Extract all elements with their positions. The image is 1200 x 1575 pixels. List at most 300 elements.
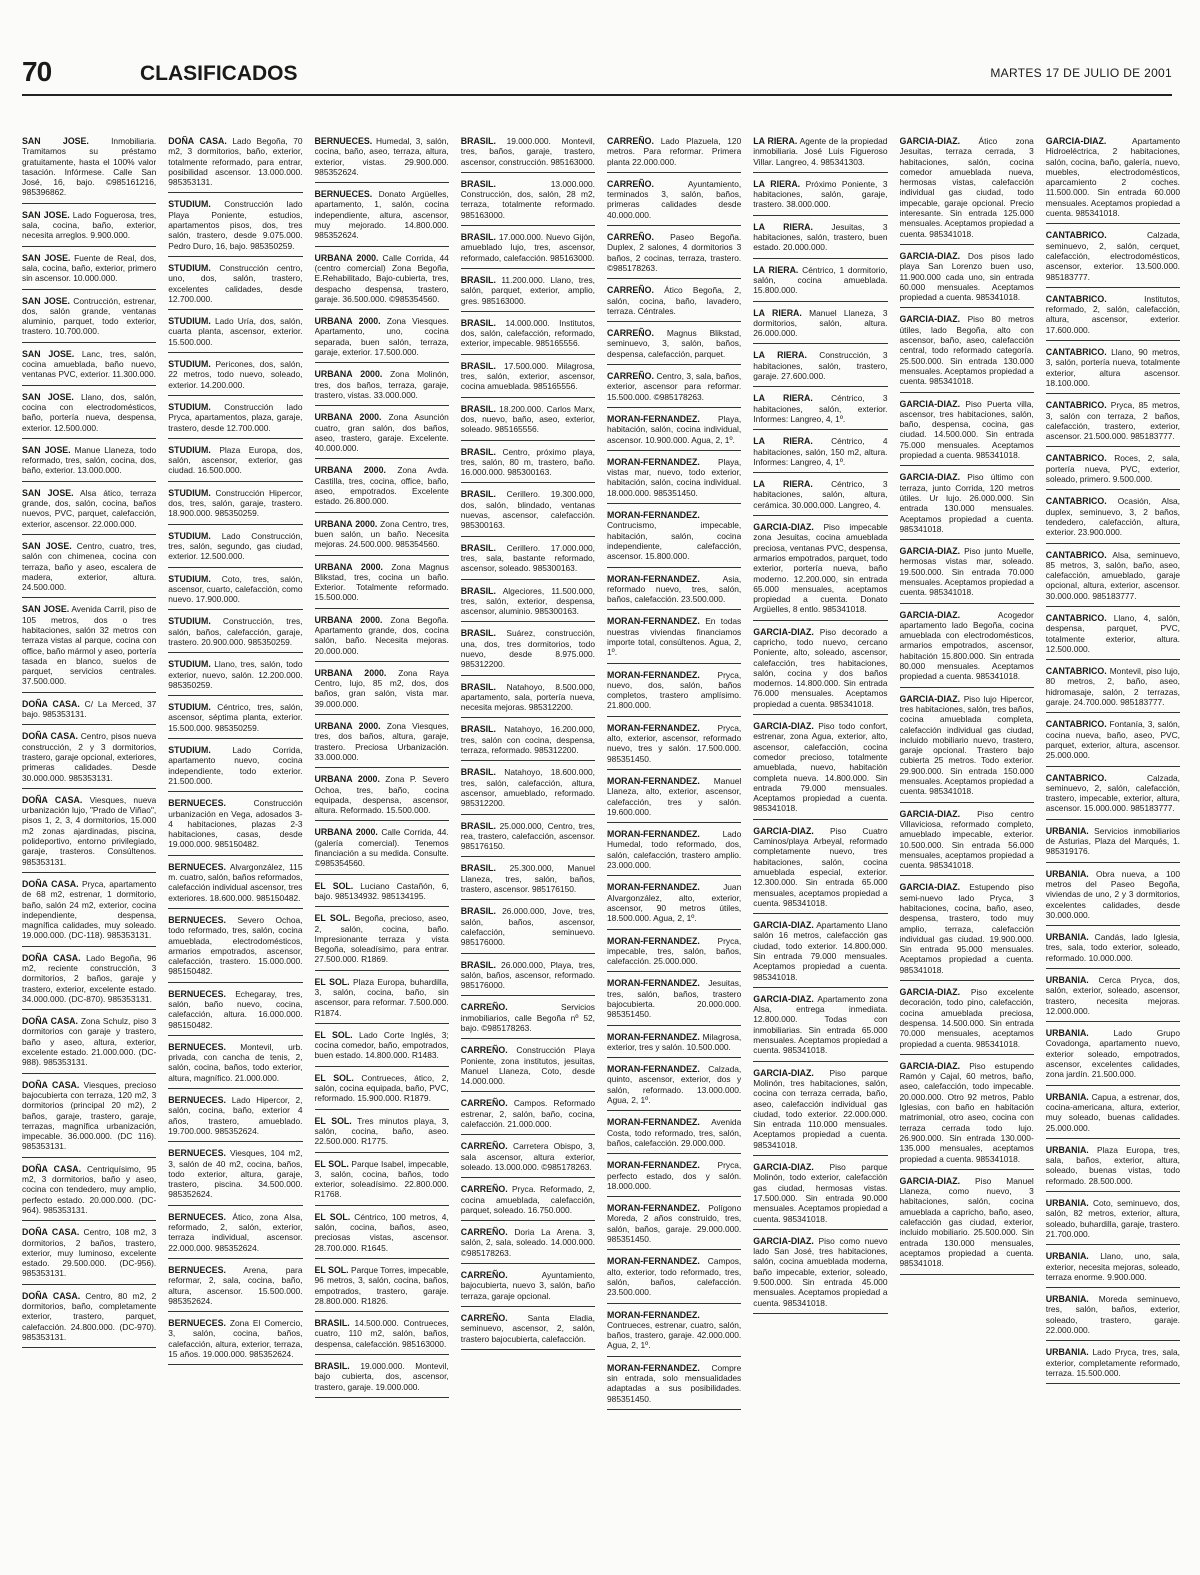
classified-ad [1046, 294, 1180, 341]
ad-column [1046, 136, 1180, 1566]
advertiser-name: BERNUECES. [168, 798, 226, 809]
advertiser-name: GARCIA-DIAZ. [899, 1060, 961, 1071]
advertiser-name: BERNUECES. [314, 189, 373, 200]
ad-text: Manuel Llaneza, alto, exterior, ascensor, calefacción, tres y salón. 19.600.000. [607, 775, 742, 817]
ad-text: Alsa, seminuevo, 85 metros, 3, salón, baño, aseo, calefacción, amueblado, garaje opcional, altura, exterior, ascensor. 30.000.000. 985183777. [1045, 549, 1180, 601]
classified-ad [461, 586, 595, 623]
ad-text: Calle Corrida, 44 (centro comercial) Zona Begoña, E.Rehabilitado, Bajo-cubierta, tres, despacho despensa, trastero, garaje. 36.500.000. ©985354560. [314, 252, 449, 304]
classified-ad [607, 723, 741, 770]
classified-ad [168, 1212, 302, 1259]
classified-ad [461, 232, 595, 269]
advertiser-name: GARCIA-DIAZ. [899, 1175, 961, 1186]
ad-text: 26.000.000, Playa, tres, salón, baños, ascensor, reformado. 985176000. [460, 959, 595, 991]
classified-ad [900, 694, 1034, 803]
ad-text: Piso 80 metros útiles, lado Begoña, alto con ascensor, baño, aseo, calefacción central, todo reformado categoría. 25.500.000. Sin entrada 130.000 mensuales. Aceptamos propiedad a cuenta. 985341018. [899, 314, 1034, 387]
advertiser-name: SAN JOSE. [22, 391, 74, 402]
classified-ad [1046, 932, 1180, 969]
ad-text: Calzada, seminuevo, 2, salón, calefacción, trastero, impecable, exterior, altura, ascensor. 15.000.000. 985183777. [1045, 772, 1180, 814]
classified-ad [607, 574, 741, 611]
ad-text: Zona Molinón, tres, dos baños, terraza, garaje, trastero, vistas. 33.000.000. [314, 369, 449, 400]
advertiser-name: EL SOL. [314, 1029, 353, 1040]
ad-text: Plaza Europa, dos, salón, ascensor, exterior, gas ciudad. 16.500.000. [168, 444, 303, 476]
classified-ad [900, 809, 1034, 877]
advertiser-name: URBANIA. [1045, 1251, 1089, 1262]
ad-text: Zona Raya Centro, lujo, 85 m2, dos, dos baños, gran salón, vista mar. 39.000.000. [314, 667, 449, 709]
classified-ad [1046, 230, 1180, 287]
ad-text: Humedal, 3, salón, cocina, baño, aseo, terraza, altura, exterior, vistas. 29.900.000. 985352624. [314, 136, 449, 177]
classified-ad [461, 404, 595, 441]
classified-ad [1046, 550, 1180, 607]
classified-ad [315, 881, 449, 908]
advertiser-name: MORAN-FERNANDEZ. [607, 616, 700, 627]
classified-ad [315, 1212, 449, 1259]
ad-text: Agente de la propiedad inmobiliaria. José Luis Figueroso Villar. Langreo, 4. 985341303. [753, 136, 888, 167]
classified-ad [1046, 400, 1180, 447]
classified-ad [900, 987, 1034, 1055]
ad-text: Donato Argüelles, apartamento, 1, salón, cocina independiente, altura, ascensor, muy mejorado. 14.800.000. 985352624. [314, 189, 449, 241]
advertiser-name: URBANA 2000. [314, 721, 381, 732]
ad-text: Ático zona Jesuitas, terraza cerrada, 3 habitaciones, salón, cocina comedor amueblada nueva, hermosas vistas, calefacción individual gas ciudad, todo impecable, garaje opcional. Precio interesante. Sin entrada 125.000 mensuales. Aceptamos propiedad a cuenta. 985341018. [899, 136, 1034, 239]
advertiser-name: LA RIERA. [753, 350, 807, 361]
classified-ad [1046, 869, 1180, 926]
advertiser-name: DOÑA CASA. [22, 1079, 80, 1090]
classified-ad [900, 399, 1034, 467]
classified-ad [607, 457, 741, 504]
ad-text: 14.500.000. Contrueces, cuatro, 110 m2, salón, baños, despensa, calefacción. 985163000. [314, 1318, 449, 1349]
ad-text: Montevil, urb. privada, con cancha de tenis, 2, salón, cocina, baños, todo exterior, altura, magnífico. 21.000.000. [168, 1041, 303, 1083]
advertiser-name: EL SOL. [314, 913, 351, 924]
advertiser-name: BERNUECES. [168, 1041, 226, 1052]
advertiser-name: URBANIA. [1045, 868, 1089, 879]
advertiser-name: URBANIA. [1045, 932, 1089, 943]
advertiser-name: SAN JOSE. [22, 252, 71, 263]
ad-text: Campos. Reformado estrenar, 2, salón, baño, cocina, calefacción. 21.000.000. [460, 1098, 595, 1130]
ad-text: Piso todo confort, estrenar, zona Agua, exterior, alto, ascensor, calefacción, cocina comedor precioso, totalmente amueblada, nuevo, habitación completa nueva. 14.800.000. Sin entrada 79.000 mensuales. Aceptamos propiedad a cuenta. 985341018. [753, 721, 888, 814]
classified-ad [753, 179, 887, 216]
classified-ad [900, 1061, 1034, 1170]
section-title: CLASIFICADOS [140, 62, 298, 85]
advertiser-name: STUDIUM. [168, 359, 211, 370]
classified-ad [461, 682, 595, 719]
ad-text: Pryca, apartamento de 68 m2, estrenar, 1 dormitorio, baño, salón 24 m2, exterior, cocina independiente, despensa, magnífica calidades, muy soleado. 19.000.000. (DC-118). 985353131. [22, 878, 157, 941]
ad-text: Contrueces, estrenar, cuatro, salón, baños, trastero, garaje. 42.000.000. Agua, 2, 1º. [607, 1319, 742, 1351]
advertiser-name: STUDIUM. [168, 316, 211, 327]
ad-text: Zona Centro, tres, buen salón, un baño. Necesita mejoras. 24.500.000. 985354560. [314, 518, 449, 550]
advertiser-name: BRASIL. [460, 446, 496, 457]
advertiser-name: BRASIL. [460, 724, 496, 735]
advertiser-name: CARREÑO. [607, 178, 654, 189]
advertiser-name: STUDIUM. [168, 573, 211, 584]
advertiser-name: GARCIA-DIAZ. [753, 1067, 814, 1078]
classified-ad [168, 1265, 302, 1312]
ad-text: Polígono Moreda, 2 años construido, tres, salón, baños, garaje. 29.000.000. 985351450. [607, 1203, 742, 1245]
advertiser-name: MORAN-FERNANDEZ. [607, 935, 700, 946]
ad-text: Lado Corrida, apartamento nuevo, cocina independiente, todo exterior. 21.500.000. [168, 745, 303, 786]
advertiser-name: LA RIERA. [753, 393, 813, 404]
classified-ad [753, 479, 887, 516]
advertiser-name: BRASIL. [460, 820, 496, 831]
advertiser-name: GARCIA-DIAZ. [753, 626, 814, 637]
ad-text: Lanc, tres, salón, cocina amueblada, baño nuevo, ventanas PVC, exterior. 11.300.000. [22, 348, 157, 380]
advertiser-name: MORAN-FERNANDEZ. [607, 882, 700, 893]
ad-text: Carretera Obispo, 3, sala ascensor, altura exterior, soleado. 13.000.000. ©985178263. [460, 1141, 595, 1172]
ad-text: Llano, 90 metros, 3, salón, portería nueva, totalmente exterior, altura ascensor. 18.100.000. [1045, 347, 1180, 388]
advertiser-name: GARCIA-DIAZ. [899, 882, 961, 893]
classified-ad [461, 1313, 595, 1350]
advertiser-name: GARCIA-DIAZ. [899, 693, 961, 704]
ad-text: Centro, próximo playa, tres, salón, 80 m, trastero, baño. 16.000.000. 985300163. [460, 446, 595, 478]
classified-ad [168, 915, 302, 983]
ad-text: Piso como nuevo lado San José, tres habitaciones, salón, cocina amueblada moderna, baño impecable, exterior, soleado, 9.500.000. Sin entrada 45.000 mensuales. Aceptamos propiedad a cuenta. 985341018. [753, 1235, 888, 1308]
ad-text: 25.300.000, Manuel Llaneza, tres, salón, baños, trastero, ascensor. 985176150. [460, 863, 595, 895]
classified-ad [607, 1310, 741, 1357]
ad-text: Obra nueva, a 100 metros del Paseo Begoña, viviendas de uno, 2 y 3 dormitorios, excelentes calidades, desde 30.000.000. [1045, 868, 1180, 920]
classified-ad [461, 767, 595, 814]
advertiser-name: BRASIL. [460, 585, 496, 596]
classified-ad [22, 1080, 156, 1158]
classified-ad [607, 1363, 741, 1410]
advertiser-name: DOÑA CASA. [22, 698, 80, 709]
classified-ad [753, 721, 887, 820]
advertiser-name: BRASIL. [460, 489, 496, 500]
advertiser-name: GARCIA-DIAZ. [1045, 136, 1107, 146]
classified-ad [1046, 826, 1180, 863]
ad-text: 11.200.000. Llano, tres, salón, parquet, exterior, amplio, gres. 985163000. [460, 274, 595, 306]
ad-text: Centro, cuatro, tres, salón con chimenea, cocina con terraza, baño y aseo, escalera de madera, exterior, altura. 24.500.000. [22, 540, 157, 593]
classified-ad [461, 1184, 595, 1221]
advertiser-name: LA RIERA. [753, 136, 798, 146]
ad-text: Fuente de Real, dos, sala, cocina, baño, exterior, primero sin ascensor. 10.000.000. [22, 252, 157, 284]
classified-ad [461, 1002, 595, 1039]
classified-ad [315, 562, 449, 609]
classified-ad [753, 994, 887, 1062]
ad-text: Alsa ático, terraza grande, dos, salón, cocina, baños nuevos, PVC, parquet, calefacción, exterior, ascensor. 22.000.000. [22, 487, 157, 529]
classified-ad [1046, 496, 1180, 543]
ad-text: Lado Grupo Covadonga, apartamento nuevo, exterior soleado, empotrados, ascensor, excelentes calidades, zona jardín. 21.500.000. [1045, 1028, 1180, 1080]
classified-ad [315, 1116, 449, 1153]
ad-text: Pryca, 85 metros, 3, salón con terraza, 2 baños, calefacción, trastero, exterior, ascensor. 21.500.000. 985183777. [1045, 400, 1180, 442]
advertiser-name: STUDIUM. [168, 262, 211, 273]
advertiser-name: URBANA 2000. [314, 412, 382, 423]
advertiser-name: CANTABRICO. [1045, 612, 1107, 623]
advertiser-name: CANTABRICO. [1045, 347, 1107, 358]
classified-ad [461, 447, 595, 484]
classified-ad [315, 668, 449, 715]
ad-text: Piso lujo Hipercor, tres habitaciones, salón, tres baños, cocina amueblada completa, calefacción individual gas ciudad, incluido mobiliario nuevo, trastero, garaje opcional. Trastero bajo cubierta 25 metros. Todo exterior. 29.900.000. Sin entrada 150.000 mensuales. Aceptamos propiedad a cuenta. 985341018. [899, 693, 1034, 797]
ad-text: Lado Humedal, todo reformado, dos, salón, calefacción, trastero amplio. 23.000.000. [607, 829, 742, 871]
advertiser-name: BRASIL. [460, 360, 496, 371]
ad-text: Ayuntamiento, bajocubierta, nuevo 3, salón, baño terraza, garaje opcional. [460, 1270, 595, 1301]
classified-ad [22, 296, 156, 343]
ad-text: Juan Alvargonzález, alto, exterior, ascensor, 90 metros útiles, 18.500.000. Agua, 2, 1º. [607, 882, 742, 924]
advertiser-name: BERNUECES. [168, 1148, 226, 1159]
advertiser-name: MORAN-FERNANDEZ. [607, 510, 700, 521]
ad-text: Lado Uría, dos, salón, cuarta planta, ascensor, exterior. 15.500.000. [168, 316, 303, 347]
ad-text: Capua, a estrenar, dos, cocina-americana, altura, exterior, muy soleado, buenas calidades. 25.000.000. [1045, 1091, 1180, 1133]
ad-text: Piso estupendo Ramón y Cajal, 60 metros, baño, aseo, calefacción, todo impecable. 20.000.000. Otro 92 metros, Pablo Iglesias, con baño en habitación matrimonial, otro aseo, cocina con terraza cerrada todo lujo. 26.900.000. Sin entrada 130.000-135.000 mensuales, aceptamos propiedad a cuenta. 985341018. [899, 1060, 1034, 1164]
ad-text: Contrucción, estrenar, dos, salón grande, ventanas aluminio, parquet, todo exterior, trastero. 10.700.000. [22, 295, 157, 337]
classified-ad [22, 1016, 156, 1073]
advertiser-name: GARCIA-DIAZ. [899, 250, 961, 261]
advertiser-name: BRASIL. [460, 767, 496, 778]
advertiser-name: DOÑA CASA. [22, 731, 78, 742]
ad-text: Piso Puerta villa, ascensor, tres habitaciones, salón, baño, despensa, cocina, gas ciudad. 14.500.000. Sin entrada 75.000 mensuales. Aceptamos propiedad a cuenta. 985341018. [899, 398, 1034, 461]
ad-text: 19.000.000. Montevil, tres, baños, garaje, trastero, ascensor, construcción. 985163000. [460, 136, 595, 167]
advertiser-name: BRASIL. [460, 317, 496, 328]
classified-ad [168, 445, 302, 482]
ad-text: Playa, habitación, salón, cocina individual, ascensor. 10.900.000. Agua, 2, 1º. [607, 413, 742, 445]
ad-text: Servicios inmobiliarios, calle Begoña nº 52, bajo. ©985178263. [460, 1002, 595, 1033]
advertiser-name: CARREÑO. [460, 1045, 508, 1056]
classified-ad [168, 136, 302, 193]
classified-ad [1046, 1198, 1180, 1245]
advertiser-name: CARREÑO. [460, 1270, 508, 1281]
ad-text: Próximo Poniente, 3 habitaciones, salón, garaje, trastero. 38.000.000. [753, 178, 888, 210]
advertiser-name: BRASIL. [460, 863, 496, 874]
classified-ad [461, 906, 595, 953]
ad-text: Avenida Carril, piso de 105 metros, dos o tres habitaciones, salón 32 metros con terraza vistas al parque, cocina con office, baño mármol y aseo, portería tasada en blanco, suelos de parquet, servicios centrales. 37.500.000. [22, 604, 157, 687]
advertiser-name: CANTABRICO. [1045, 719, 1107, 730]
advertiser-name: URBANA 2000. [314, 465, 386, 476]
advertiser-name: GARCIA-DIAZ. [899, 609, 961, 620]
advertiser-name: GARCIA-DIAZ. [753, 920, 814, 931]
ad-column [315, 136, 449, 1566]
classified-ad [753, 393, 887, 430]
ad-text: Apartamento Llano salón 16 metros, calefacción gas ciudad, todo exterior. 14.800.000. Sin entrada 79.000 mensuales. Aceptamos propiedad a cuenta. 985341018. [753, 920, 888, 982]
classified-ad [461, 179, 595, 226]
classified-ad [461, 136, 595, 173]
ad-text: Luciano Castañón, 6, bajo. 985134932. 985134195. [314, 880, 449, 901]
classified-ad [168, 574, 302, 611]
advertiser-name: CANTABRICO. [1045, 400, 1107, 411]
advertiser-name: BRASIL. [460, 403, 496, 414]
ad-text: Centro, 80 m2, 2 dormitorios, baño, completamente exterior, trastero, parquet, calefacción. 24.800.000. (DC-970). 985353131. [22, 1290, 157, 1342]
advertiser-name: CARREÑO. [460, 1184, 508, 1195]
classified-ad [315, 774, 449, 821]
classified-ad [900, 136, 1034, 245]
ad-text: Ático, zona Alsa, reformado, 2, salón, exterior, terraza individual, ascensor. 22.000.000. 985352624. [168, 1211, 303, 1253]
classified-ad [22, 392, 156, 439]
advertiser-name: BRASIL. [460, 136, 496, 146]
ad-text: Construcción Playa Poniente, zona institutos, jesuitas, Manuel Llaneza, Coto, desde 14.000.000. [460, 1045, 595, 1087]
ad-text: Cerillero. 17.000.000, tres, sala, bastante reformado, ascensor, soleado. 985300163. [460, 542, 595, 574]
classified-ad [1046, 1092, 1180, 1139]
classified-ad [315, 369, 449, 406]
ad-text: Plaza Europa, tres, sala, baños, exterior, altura, soleado, buenas vistas, todo reformado. 28.500.000. [1045, 1144, 1180, 1186]
classified-ad [607, 1032, 741, 1059]
advertiser-name: MORAN-FERNANDEZ. [607, 413, 700, 424]
ad-text: Begoña, precioso, aseo, 2, salón, cocina, baño. Impresionante terraza y vista Begoña, soleadísimo, para entrar. 27.500.000. R1869. [314, 913, 449, 965]
classified-ad [315, 519, 449, 556]
classified-ad [461, 1045, 595, 1092]
classified-ad [753, 1162, 887, 1230]
classified-ad [315, 1265, 449, 1312]
advertiser-name: BRASIL. [460, 274, 496, 285]
ad-text: Céntrico, 100 metros, 4, salón, cocina, baños, aseo, preciosas vistas, ascensor. 28.700.000. R1645. [314, 1211, 449, 1253]
classified-ad [753, 627, 887, 715]
ad-text: Cerillero. 19.300.000, dos, salón, blindado, ventanas nuevas, ascensor, calefacción. 985300163. [460, 489, 595, 531]
classified-ad [168, 798, 302, 855]
ad-text: Llano, tres, salón, todo exterior, nuevo, salón. 12.200.000. 985350259. [168, 659, 303, 690]
ad-text: Calzada, quinto, ascensor, exterior, dos y salón, reformado. 13.000.000. Agua, 2, 1º. [607, 1064, 742, 1106]
classified-ad [168, 1042, 302, 1089]
advertiser-name: EL SOL. [314, 1072, 354, 1083]
classified-ad [22, 445, 156, 482]
classified-ad [1046, 666, 1180, 713]
advertiser-name: URBANIA. [1045, 1347, 1089, 1358]
ad-text: Severo Ochoa, todo reformado, tres, salón, cocina amueblada, electrodomésticos, armarios empotrados, ascensor, calefacción, trastero. 15.000.000. 985150482. [168, 914, 303, 977]
advertiser-name: CANTABRICO. [1045, 549, 1107, 560]
advertiser-name: URBANA 2000. [314, 252, 379, 263]
ad-text: Acogedor apartamento lado Begoña, cocina amueblada con electrodomésticos, armarios empotrados, ascensor, habitación 15.800.000. Sin entrada 80.000 mensuales. Aceptamos propiedad a cuenta. 985341018. [899, 609, 1034, 682]
ad-text: Lado Begoña, 70 m2, 3 dormitorios, baño, exterior, totalmente reformado, para entrar, posibilidad ascensor. 13.000.000. 985353131. [168, 136, 303, 188]
advertiser-name: GARCIA-DIAZ. [899, 546, 961, 557]
ad-text: Piso decorado a capricho, todo nuevo, cercano Poniente, alto, soleado, ascensor, calefacción, tres habitaciones, salón, cocina y dos baños modernos. 14.800.000. Sin entrada 76.000 mensuales. Aceptamos propiedad a cuenta. 985341018. [753, 626, 888, 709]
ad-text: Milagrosa, exterior, tres y salón. 10.500.000. [607, 1031, 742, 1052]
ad-text: Céntrico, tres, salón, ascensor, séptima planta, exterior. 15.500.000. 985350259. [168, 702, 303, 733]
classified-ad [607, 414, 741, 451]
ad-column [753, 136, 887, 1566]
advertiser-name: LA RIERA. [753, 307, 802, 318]
advertiser-name: EL SOL. [314, 1211, 351, 1222]
classified-ad [168, 1095, 302, 1142]
ad-column [22, 136, 156, 1566]
ad-text: Algeciores, 11.500.000, tres, salón, exterior, despensa, ascensor, aluminio. 985300163. [460, 585, 595, 617]
advertiser-name: URBANIA. [1045, 1028, 1089, 1039]
classified-ad [607, 776, 741, 823]
classified-ad [315, 1159, 449, 1206]
classified-ad [900, 882, 1034, 981]
classified-ad [168, 862, 302, 909]
header-rule [22, 94, 1172, 96]
classified-ad [1046, 773, 1180, 820]
advertiser-name: DOÑA CASA. [22, 1163, 82, 1174]
classified-ad [315, 465, 449, 512]
classified-ad [461, 821, 595, 858]
advertiser-name: URBANA 2000. [314, 561, 383, 572]
advertiser-name: EL SOL. [314, 1158, 349, 1169]
classified-ad [753, 522, 887, 621]
advertiser-name: STUDIUM. [168, 659, 211, 670]
advertiser-name: MORAN-FERNANDEZ. [607, 775, 700, 786]
ad-text: Viesques, nueva urbanización lujo, "Prado de Viñao", pisos 1, 2, 3, 4 dormitorios, 15.000 m2 zonas ajardinadas, piscina, polideportivo, entorno privilegiado, garaje, trasteros. Consúltenos. 985353131. [22, 794, 157, 867]
advertiser-name: MORAN-FERNANDEZ. [607, 722, 700, 733]
classified-ad [22, 349, 156, 386]
advertiser-name: MORAN-FERNANDEZ. [607, 829, 700, 840]
ad-text: Calle Corrida, 44. (galería comercial). Tenemos financiación a su medida. Consulte. ©985354560. [314, 827, 449, 869]
ad-text: Construcción, 3 habitaciones, salón, trastero, garaje. 27.600.000. [753, 350, 888, 382]
classified-ad [607, 232, 741, 279]
classified-ad [607, 136, 741, 173]
classified-ad [607, 882, 741, 929]
ad-text: Cerca Pryca, dos, salón, exterior, soleado, ascensor, trastero, necesita mejoras. 12.000.000. [1045, 975, 1180, 1016]
classified-ad [315, 189, 449, 246]
classified-ad [1046, 136, 1180, 224]
classified-ad [315, 615, 449, 662]
advertiser-name: CARREÑO. [460, 1098, 508, 1109]
classified-ad [22, 953, 156, 1010]
classified-columns [22, 136, 1180, 1566]
classified-ad [168, 359, 302, 396]
ad-text: Céntrico, 3 habitaciones, salón, exterior. Informes: Langreo, 4, 1º. [753, 393, 888, 424]
classified-ad [22, 541, 156, 598]
advertiser-name: STUDIUM. [168, 745, 211, 756]
page-number: 70 [22, 56, 52, 87]
ad-text: Lado Pryca, tres, sala, exterior, completamente reformado, terraza. 15.500.000. [1045, 1347, 1180, 1378]
classified-ad [22, 253, 156, 290]
advertiser-name: BERNUECES. [168, 1211, 226, 1222]
classified-ad [22, 1164, 156, 1221]
advertiser-name: SAN JOSE. [22, 540, 72, 551]
ad-text: Moreda seminuevo, tres, salón, baños, exterior, soleado, trastero, garaje. 22.000.000. [1045, 1294, 1180, 1336]
ad-text: Montevil, piso lujo, 80 metros, 2, baño, aseo, hidromasaje, salón, 2 terrazas, garaje. 24.700.000. 985183777. [1045, 666, 1180, 708]
ad-text: Viesques, 104 m2, 3, salón de 40 m2, cocina, baños, todo exterior, altura, garaje, trastero, piscina. 34.500.000. 985352624. [168, 1148, 303, 1200]
advertiser-name: URBANIA. [1045, 825, 1089, 836]
ad-text: Coto, seminuevo, dos, salón, 82 metros, exterior, altura, soleado, buhardilla, garaje, trastero. 21.700.000. [1045, 1198, 1180, 1239]
ad-text: Lado Hipercor, 2, salón, cocina, baño, exterior 4 años, trastero, amueblado. 19.700.000. 985352624. [168, 1095, 303, 1136]
ad-text: Piso excelente decoración, todo pino, calefacción, cocina amueblada preciosa, despensa. 14.500.000. Sin entrada 70.000 mensuales, aceptamos propiedad a cuenta. 985341018. [899, 987, 1034, 1049]
ad-text: Parque Torres, impecable, 96 metros, 3, salón, cocina, baños, empotrados, trastero, garaje. 28.800.000. R1826. [314, 1264, 449, 1306]
advertiser-name: DOÑA CASA. [168, 136, 227, 146]
ad-text: Zona Magnus Blikstad, tres, cocina un baño. Exterior. Totalmente reformado. 15.500.000. [314, 561, 449, 603]
ad-text: Estupendo piso semi-nuevo lado Pryca, 3 habitaciones, cocina, baño, aseo, despensa, trastero, todo muy amplio, terraza, calefacción individual gas ciudad. 19.900.000. Sin entrada 95.000 mensuales. Aceptamos propiedad a cuenta. 985341018. [899, 882, 1034, 975]
ad-text: Magnus Blikstad, seminuevo, 3, salón, baños, despensa, calefacción, parquet. [607, 328, 742, 359]
ad-text: 18.200.000. Carlos Marx, dos, nuevo, baño, aseo, exterior, soleado. 985165556. [460, 403, 595, 435]
advertiser-name: SAN JOSE. [22, 295, 70, 306]
ad-text: Lado Begoña, 96 m2, reciente construcción, 3 dormitorios, 2 baños, garaje y trastero, exterior, excelente estado. 34.000.000. (DC-870). 985353131. [22, 952, 157, 1004]
classified-ad [315, 1073, 449, 1110]
ad-text: Natahoyo, 18.600.000, tres, salón, calefacción, altura, ascensor, amueblado, reformado. 985312200. [460, 767, 595, 809]
advertiser-name: URBANA 2000. [314, 827, 378, 838]
advertiser-name: BRASIL. [460, 178, 496, 189]
classified-ad [168, 1148, 302, 1205]
classified-ad [1046, 613, 1180, 660]
advertiser-name: BERNUECES. [168, 1095, 226, 1106]
ad-text: Pryca, nuevo, dos, salón, baños completos, trastero amplísimo. 21.800.000. [607, 669, 742, 711]
advertiser-name: GARCIA-DIAZ. [899, 314, 961, 325]
ad-text: Piso Manuel Llaneza, como nuevo, 3 habitaciones, salón, cocina amueblada a capricho, baño, aseo, calefacción gas ciudad, exterior, incluido mobiliario. 25.500.000. Sin entrada 130.000 mensuales, aceptamos propiedad a cuenta. 985341018. [899, 1175, 1034, 1269]
ad-text: Construcción urbanización en Vega, adosados 3-4 habitaciones, plazas 2-3 habitaciones, casas, desde 19.000.000. 985150482. [168, 798, 303, 850]
advertiser-name: MORAN-FERNANDEZ. [607, 1309, 700, 1320]
advertiser-name: MORAN-FERNANDEZ. [607, 1160, 700, 1171]
ad-text: Zona El Comercio, 3, salón, cocina, baños, calefacción, altura, exterior, terraza, 15 años. 19.000.000. 985352624. [168, 1318, 303, 1360]
ad-column [168, 136, 302, 1566]
ad-text: Plaza Europa, buhardilla, 3, salón, cocina, baño, sin ascensor, para reformar. 7.500.000. R1874. [314, 976, 449, 1018]
classified-ad [22, 1291, 156, 1348]
classified-ad [461, 960, 595, 997]
advertiser-name: SAN JOSE. [22, 209, 70, 220]
ad-text: Pryca, perfecto estado, dos y salón. 18.000.000. [607, 1160, 742, 1191]
classified-ad [753, 920, 887, 988]
classified-ad [315, 721, 449, 768]
advertiser-name: BERNUECES. [168, 1318, 226, 1329]
classified-ad [900, 314, 1034, 392]
ad-text: Piso Cuatro Caminos/playa Arbeyal, reformado completamente nuevo, tres habitaciones, salón, cocina amueblada especial, exterior. 12.300.000. Sin entrada 65.000 mensuales, aceptamos propiedad a cuenta. 985341018. [753, 825, 888, 908]
ad-text: Apartamento zona Alsa, entrega inmediata. 12.800.000. Todas con inmobiliarias. Sin entrada 65.000 mensuales. Aceptamos propiedad a cuenta. 985341018. [753, 993, 888, 1056]
advertiser-name: GARCIA-DIAZ. [753, 993, 814, 1004]
advertiser-name: LA RIERA. [753, 264, 799, 275]
classified-ad [168, 989, 302, 1036]
classified-ad [900, 610, 1034, 688]
ad-text: Contrueces, ático, 2, salón, cocina equipada, baño, PVC, reformado. 15.900.000. R1879. [314, 1072, 449, 1104]
advertiser-name: CARREÑO. [607, 136, 654, 146]
ad-text: Céntrico, 1 dormitorio, salón, cocina amueblada. 15.800.000. [753, 264, 888, 296]
issue-date: MARTES 17 DE JULIO DE 2001 [990, 66, 1172, 80]
advertiser-name: CANTABRICO. [1045, 496, 1107, 507]
ad-text: Campos, alto, exterior, todo reformado, tres, salón, baños, calefacción. 23.500.000. [607, 1256, 742, 1298]
classified-ad [900, 546, 1034, 603]
classified-ad [315, 136, 449, 183]
